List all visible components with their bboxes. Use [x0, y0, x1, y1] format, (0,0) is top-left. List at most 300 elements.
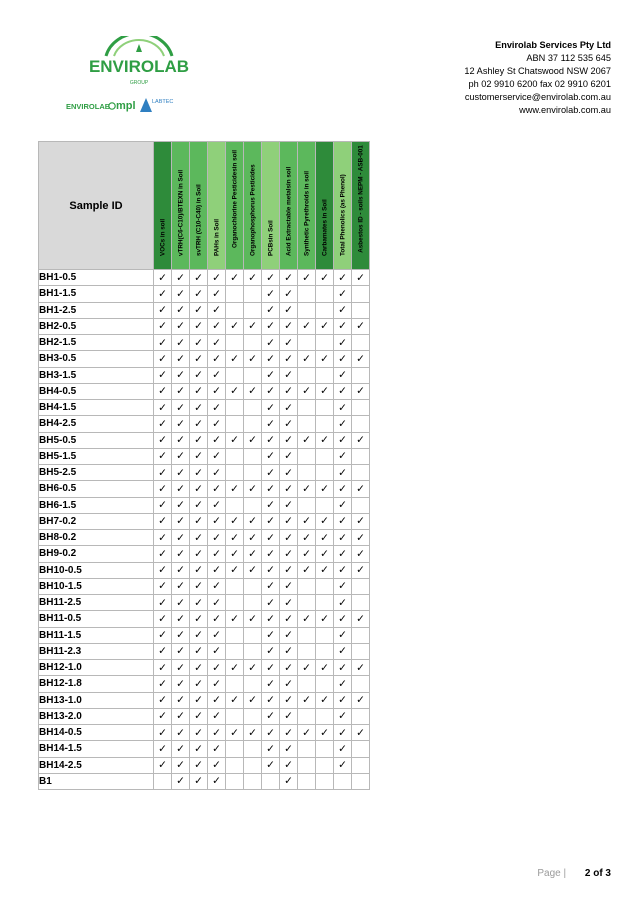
check-mark-icon: ✓ — [172, 400, 190, 416]
check-mark-icon: ✓ — [334, 660, 352, 676]
empty-cell — [244, 367, 262, 383]
check-mark-icon: ✓ — [334, 643, 352, 659]
empty-cell — [298, 448, 316, 464]
check-mark-icon: ✓ — [316, 481, 334, 497]
table-row — [39, 302, 370, 318]
check-mark-icon: ✓ — [154, 270, 172, 286]
empty-cell — [352, 578, 370, 594]
empty-cell — [298, 400, 316, 416]
empty-cell — [226, 595, 244, 611]
column-header — [262, 142, 280, 270]
check-mark-icon: ✓ — [298, 562, 316, 578]
sample-id-cell: BH5-1.5 — [39, 448, 154, 464]
column-header — [280, 142, 298, 270]
table-row — [39, 335, 370, 351]
empty-cell — [226, 676, 244, 692]
check-mark-icon: ✓ — [262, 595, 280, 611]
sample-id-cell: BH11-1.5 — [39, 627, 154, 643]
check-mark-icon: ✓ — [172, 351, 190, 367]
table-row — [39, 660, 370, 676]
column-header — [172, 142, 190, 270]
check-mark-icon: ✓ — [262, 416, 280, 432]
check-mark-icon: ✓ — [172, 497, 190, 513]
check-mark-icon: ✓ — [154, 497, 172, 513]
empty-cell — [226, 773, 244, 789]
check-mark-icon: ✓ — [172, 611, 190, 627]
check-mark-icon: ✓ — [280, 725, 298, 741]
table-row — [39, 692, 370, 708]
check-mark-icon: ✓ — [190, 757, 208, 773]
empty-cell — [244, 595, 262, 611]
empty-cell — [352, 676, 370, 692]
check-mark-icon: ✓ — [334, 448, 352, 464]
check-mark-icon: ✓ — [172, 530, 190, 546]
check-mark-icon: ✓ — [226, 481, 244, 497]
check-mark-icon: ✓ — [298, 383, 316, 399]
empty-cell — [226, 367, 244, 383]
empty-cell — [316, 416, 334, 432]
mpl-sublogo: mpl — [116, 100, 136, 112]
check-mark-icon: ✓ — [280, 286, 298, 302]
check-mark-icon: ✓ — [208, 562, 226, 578]
page-label: Page | — [537, 868, 567, 879]
table-row — [39, 546, 370, 562]
empty-cell — [226, 335, 244, 351]
check-mark-icon: ✓ — [208, 302, 226, 318]
empty-cell — [244, 627, 262, 643]
check-mark-icon: ✓ — [334, 578, 352, 594]
check-mark-icon: ✓ — [352, 270, 370, 286]
check-mark-icon: ✓ — [226, 725, 244, 741]
check-mark-icon: ✓ — [262, 546, 280, 562]
check-mark-icon: ✓ — [244, 692, 262, 708]
check-mark-icon: ✓ — [352, 530, 370, 546]
check-mark-icon: ✓ — [244, 351, 262, 367]
check-mark-icon: ✓ — [154, 432, 172, 448]
check-mark-icon: ✓ — [190, 432, 208, 448]
empty-cell — [154, 773, 172, 789]
sample-id-cell: BH5-2.5 — [39, 465, 154, 481]
check-mark-icon: ✓ — [154, 383, 172, 399]
check-mark-icon: ✓ — [172, 643, 190, 659]
sample-id-cell: BH5-0.5 — [39, 432, 154, 448]
check-mark-icon: ✓ — [172, 562, 190, 578]
empty-cell — [244, 465, 262, 481]
envirolab-group-logo — [66, 36, 206, 116]
sub-brand-logos — [66, 94, 206, 116]
check-mark-icon: ✓ — [334, 530, 352, 546]
envirolab-logo-icon — [84, 36, 194, 94]
check-mark-icon: ✓ — [298, 660, 316, 676]
column-header-label: vTRH(C6-C10)/BTEXN in Soil — [177, 169, 184, 256]
check-mark-icon: ✓ — [334, 318, 352, 334]
check-mark-icon: ✓ — [244, 725, 262, 741]
check-mark-icon: ✓ — [172, 725, 190, 741]
check-mark-icon: ✓ — [352, 546, 370, 562]
check-mark-icon: ✓ — [334, 676, 352, 692]
sample-id-cell: BH12-1.8 — [39, 676, 154, 692]
empty-cell — [244, 302, 262, 318]
check-mark-icon: ✓ — [280, 578, 298, 594]
check-mark-icon: ✓ — [262, 643, 280, 659]
empty-cell — [298, 302, 316, 318]
check-mark-icon: ✓ — [334, 562, 352, 578]
check-mark-icon: ✓ — [208, 643, 226, 659]
check-mark-icon: ✓ — [190, 530, 208, 546]
table-row — [39, 611, 370, 627]
check-mark-icon: ✓ — [262, 432, 280, 448]
table-row — [39, 741, 370, 757]
check-mark-icon: ✓ — [226, 562, 244, 578]
table-row — [39, 351, 370, 367]
sample-id-cell: BH6-0.5 — [39, 481, 154, 497]
check-mark-icon: ✓ — [334, 400, 352, 416]
column-header-label: svTRH (C10-C40) in Soil — [195, 184, 202, 256]
empty-cell — [226, 400, 244, 416]
empty-cell — [298, 708, 316, 724]
table-row — [39, 400, 370, 416]
empty-cell — [334, 773, 352, 789]
check-mark-icon: ✓ — [208, 416, 226, 432]
check-mark-icon: ✓ — [154, 448, 172, 464]
check-mark-icon: ✓ — [280, 335, 298, 351]
check-mark-icon: ✓ — [280, 660, 298, 676]
check-mark-icon: ✓ — [154, 318, 172, 334]
check-mark-icon: ✓ — [172, 660, 190, 676]
check-mark-icon: ✓ — [226, 432, 244, 448]
check-mark-icon: ✓ — [352, 660, 370, 676]
check-mark-icon: ✓ — [154, 481, 172, 497]
check-mark-icon: ✓ — [280, 627, 298, 643]
column-header — [244, 142, 262, 270]
empty-cell — [298, 578, 316, 594]
empty-cell — [298, 627, 316, 643]
company-website[interactable]: www.envirolab.com.au — [519, 105, 611, 115]
empty-cell — [244, 416, 262, 432]
check-mark-icon: ✓ — [352, 513, 370, 529]
check-mark-icon: ✓ — [208, 497, 226, 513]
check-mark-icon: ✓ — [280, 643, 298, 659]
check-mark-icon: ✓ — [316, 611, 334, 627]
check-mark-icon: ✓ — [262, 611, 280, 627]
table-row — [39, 481, 370, 497]
page-footer — [537, 868, 611, 879]
check-mark-icon: ✓ — [262, 562, 280, 578]
check-mark-icon: ✓ — [226, 611, 244, 627]
empty-cell — [226, 741, 244, 757]
check-mark-icon: ✓ — [190, 578, 208, 594]
check-mark-icon: ✓ — [208, 318, 226, 334]
column-header — [190, 142, 208, 270]
check-mark-icon: ✓ — [334, 465, 352, 481]
empty-cell — [244, 708, 262, 724]
empty-cell — [244, 400, 262, 416]
check-mark-icon: ✓ — [298, 692, 316, 708]
check-mark-icon: ✓ — [280, 692, 298, 708]
empty-cell — [244, 497, 262, 513]
empty-cell — [244, 643, 262, 659]
check-mark-icon: ✓ — [334, 741, 352, 757]
check-mark-icon: ✓ — [298, 725, 316, 741]
check-mark-icon: ✓ — [190, 513, 208, 529]
sample-id-cell: BH3-1.5 — [39, 367, 154, 383]
empty-cell — [244, 448, 262, 464]
sample-id-cell: BH4-2.5 — [39, 416, 154, 432]
check-mark-icon: ✓ — [280, 741, 298, 757]
check-mark-icon: ✓ — [226, 530, 244, 546]
column-header — [226, 142, 244, 270]
sample-id-cell: BH1-0.5 — [39, 270, 154, 286]
check-mark-icon: ✓ — [334, 302, 352, 318]
table-row — [39, 432, 370, 448]
check-mark-icon: ✓ — [280, 351, 298, 367]
check-mark-icon: ✓ — [172, 692, 190, 708]
check-mark-icon: ✓ — [280, 448, 298, 464]
check-mark-icon: ✓ — [172, 708, 190, 724]
empty-cell — [316, 627, 334, 643]
check-mark-icon: ✓ — [280, 270, 298, 286]
sample-id-cell: B1 — [39, 773, 154, 789]
column-header-label: Organophosphorus Pesticides — [249, 164, 256, 256]
check-mark-icon: ✓ — [316, 725, 334, 741]
check-mark-icon: ✓ — [352, 562, 370, 578]
empty-cell — [298, 773, 316, 789]
check-mark-icon: ✓ — [316, 513, 334, 529]
empty-cell — [352, 448, 370, 464]
check-mark-icon: ✓ — [172, 773, 190, 789]
check-mark-icon: ✓ — [154, 741, 172, 757]
check-mark-icon: ✓ — [154, 708, 172, 724]
empty-cell — [316, 773, 334, 789]
check-mark-icon: ✓ — [208, 692, 226, 708]
column-header-label: Carbamates in Soil — [321, 199, 328, 256]
empty-cell — [226, 497, 244, 513]
empty-cell — [298, 643, 316, 659]
empty-cell — [244, 676, 262, 692]
check-mark-icon: ✓ — [262, 708, 280, 724]
empty-cell — [352, 643, 370, 659]
check-mark-icon: ✓ — [172, 383, 190, 399]
check-mark-icon: ✓ — [154, 627, 172, 643]
column-header — [154, 142, 172, 270]
company-address: 12 Ashley St Chatswood NSW 2067 — [464, 66, 611, 76]
check-mark-icon: ✓ — [280, 546, 298, 562]
check-mark-icon: ✓ — [154, 562, 172, 578]
check-mark-icon: ✓ — [298, 611, 316, 627]
empty-cell — [226, 643, 244, 659]
check-mark-icon: ✓ — [262, 757, 280, 773]
check-mark-icon: ✓ — [208, 773, 226, 789]
empty-cell — [226, 286, 244, 302]
empty-cell — [298, 367, 316, 383]
check-mark-icon: ✓ — [190, 481, 208, 497]
check-mark-icon: ✓ — [154, 676, 172, 692]
check-mark-icon: ✓ — [334, 383, 352, 399]
empty-cell — [352, 595, 370, 611]
sample-id-cell: BH7-0.2 — [39, 513, 154, 529]
check-mark-icon: ✓ — [190, 660, 208, 676]
empty-cell — [316, 757, 334, 773]
check-mark-icon: ✓ — [280, 318, 298, 334]
table-row — [39, 286, 370, 302]
table-row — [39, 708, 370, 724]
check-mark-icon: ✓ — [190, 611, 208, 627]
table-row — [39, 627, 370, 643]
check-mark-icon: ✓ — [262, 692, 280, 708]
table-row — [39, 465, 370, 481]
sample-id-cell: BH13-1.0 — [39, 692, 154, 708]
envirolab-sublogo: ENVIROLAB — [66, 102, 111, 111]
check-mark-icon: ✓ — [172, 481, 190, 497]
check-mark-icon: ✓ — [334, 286, 352, 302]
empty-cell — [226, 448, 244, 464]
check-mark-icon: ✓ — [334, 497, 352, 513]
company-details — [464, 39, 611, 117]
check-mark-icon: ✓ — [190, 692, 208, 708]
table-row — [39, 416, 370, 432]
table-row — [39, 676, 370, 692]
check-mark-icon: ✓ — [262, 383, 280, 399]
column-header — [334, 142, 352, 270]
check-mark-icon: ✓ — [298, 270, 316, 286]
check-mark-icon: ✓ — [262, 270, 280, 286]
empty-cell — [352, 773, 370, 789]
check-mark-icon: ✓ — [190, 741, 208, 757]
check-mark-icon: ✓ — [244, 383, 262, 399]
column-header-label: Acid Extractable metalsin soil — [285, 166, 292, 256]
sample-id-cell: BH1-2.5 — [39, 302, 154, 318]
check-mark-icon: ✓ — [262, 481, 280, 497]
empty-cell — [316, 465, 334, 481]
check-mark-icon: ✓ — [244, 660, 262, 676]
empty-cell — [352, 286, 370, 302]
sample-id-cell: BH12-1.0 — [39, 660, 154, 676]
empty-cell — [298, 741, 316, 757]
sample-id-cell: BH14-0.5 — [39, 725, 154, 741]
check-mark-icon: ✓ — [190, 335, 208, 351]
check-mark-icon: ✓ — [334, 725, 352, 741]
check-mark-icon: ✓ — [316, 432, 334, 448]
sample-id-cell: BH3-0.5 — [39, 351, 154, 367]
sample-id-cell: BH10-1.5 — [39, 578, 154, 594]
check-mark-icon: ✓ — [190, 318, 208, 334]
empty-cell — [316, 643, 334, 659]
check-mark-icon: ✓ — [208, 595, 226, 611]
check-mark-icon: ✓ — [208, 513, 226, 529]
sample-id-cell: BH14-2.5 — [39, 757, 154, 773]
sample-id-cell: BH2-0.5 — [39, 318, 154, 334]
check-mark-icon: ✓ — [226, 383, 244, 399]
check-mark-icon: ✓ — [262, 627, 280, 643]
check-mark-icon: ✓ — [190, 367, 208, 383]
check-mark-icon: ✓ — [280, 432, 298, 448]
check-mark-icon: ✓ — [280, 708, 298, 724]
check-mark-icon: ✓ — [244, 530, 262, 546]
check-mark-icon: ✓ — [262, 513, 280, 529]
sample-id-cell: BH1-1.5 — [39, 286, 154, 302]
sample-id-cell: BH4-0.5 — [39, 383, 154, 399]
check-mark-icon: ✓ — [244, 432, 262, 448]
check-mark-icon: ✓ — [154, 643, 172, 659]
company-phone-fax: ph 02 9910 6200 fax 02 9910 6201 — [468, 79, 611, 89]
check-mark-icon: ✓ — [190, 773, 208, 789]
check-mark-icon: ✓ — [244, 611, 262, 627]
empty-cell — [316, 708, 334, 724]
check-mark-icon: ✓ — [280, 562, 298, 578]
check-mark-icon: ✓ — [352, 383, 370, 399]
table-header-row — [39, 142, 370, 270]
empty-cell — [226, 708, 244, 724]
check-mark-icon: ✓ — [190, 676, 208, 692]
check-mark-icon: ✓ — [298, 432, 316, 448]
logo-wordmark: ENVIROLAB — [88, 57, 190, 76]
sample-id-cell: BH8-0.2 — [39, 530, 154, 546]
check-mark-icon: ✓ — [244, 318, 262, 334]
check-mark-icon: ✓ — [280, 676, 298, 692]
check-mark-icon: ✓ — [262, 578, 280, 594]
check-mark-icon: ✓ — [226, 660, 244, 676]
table-row — [39, 757, 370, 773]
check-mark-icon: ✓ — [208, 448, 226, 464]
empty-cell — [352, 400, 370, 416]
check-mark-icon: ✓ — [172, 416, 190, 432]
empty-cell — [244, 757, 262, 773]
check-mark-icon: ✓ — [172, 335, 190, 351]
empty-cell — [316, 335, 334, 351]
table-row — [39, 497, 370, 513]
check-mark-icon: ✓ — [190, 416, 208, 432]
check-mark-icon: ✓ — [352, 611, 370, 627]
check-mark-icon: ✓ — [172, 546, 190, 562]
check-mark-icon: ✓ — [190, 562, 208, 578]
empty-cell — [298, 676, 316, 692]
check-mark-icon: ✓ — [334, 546, 352, 562]
check-mark-icon: ✓ — [316, 692, 334, 708]
check-mark-icon: ✓ — [298, 318, 316, 334]
check-mark-icon: ✓ — [208, 676, 226, 692]
empty-cell — [226, 578, 244, 594]
check-mark-icon: ✓ — [172, 676, 190, 692]
empty-cell — [316, 286, 334, 302]
check-mark-icon: ✓ — [154, 757, 172, 773]
check-mark-icon: ✓ — [172, 318, 190, 334]
check-mark-icon: ✓ — [208, 335, 226, 351]
check-mark-icon: ✓ — [280, 611, 298, 627]
check-mark-icon: ✓ — [154, 465, 172, 481]
empty-cell — [352, 465, 370, 481]
check-mark-icon: ✓ — [172, 741, 190, 757]
check-mark-icon: ✓ — [280, 595, 298, 611]
check-mark-icon: ✓ — [262, 530, 280, 546]
empty-cell — [298, 286, 316, 302]
check-mark-icon: ✓ — [280, 400, 298, 416]
column-header-label: PCBsin Soil — [267, 220, 274, 256]
check-mark-icon: ✓ — [154, 725, 172, 741]
empty-cell — [352, 741, 370, 757]
company-email[interactable]: customerservice@envirolab.com.au — [464, 92, 611, 102]
check-mark-icon: ✓ — [262, 286, 280, 302]
check-mark-icon: ✓ — [298, 481, 316, 497]
empty-cell — [226, 302, 244, 318]
check-mark-icon: ✓ — [190, 497, 208, 513]
check-mark-icon: ✓ — [316, 318, 334, 334]
check-mark-icon: ✓ — [208, 400, 226, 416]
check-mark-icon: ✓ — [190, 465, 208, 481]
empty-cell — [262, 773, 280, 789]
check-mark-icon: ✓ — [172, 286, 190, 302]
column-header-label: PAHs in Soil — [213, 219, 220, 256]
check-mark-icon: ✓ — [262, 497, 280, 513]
